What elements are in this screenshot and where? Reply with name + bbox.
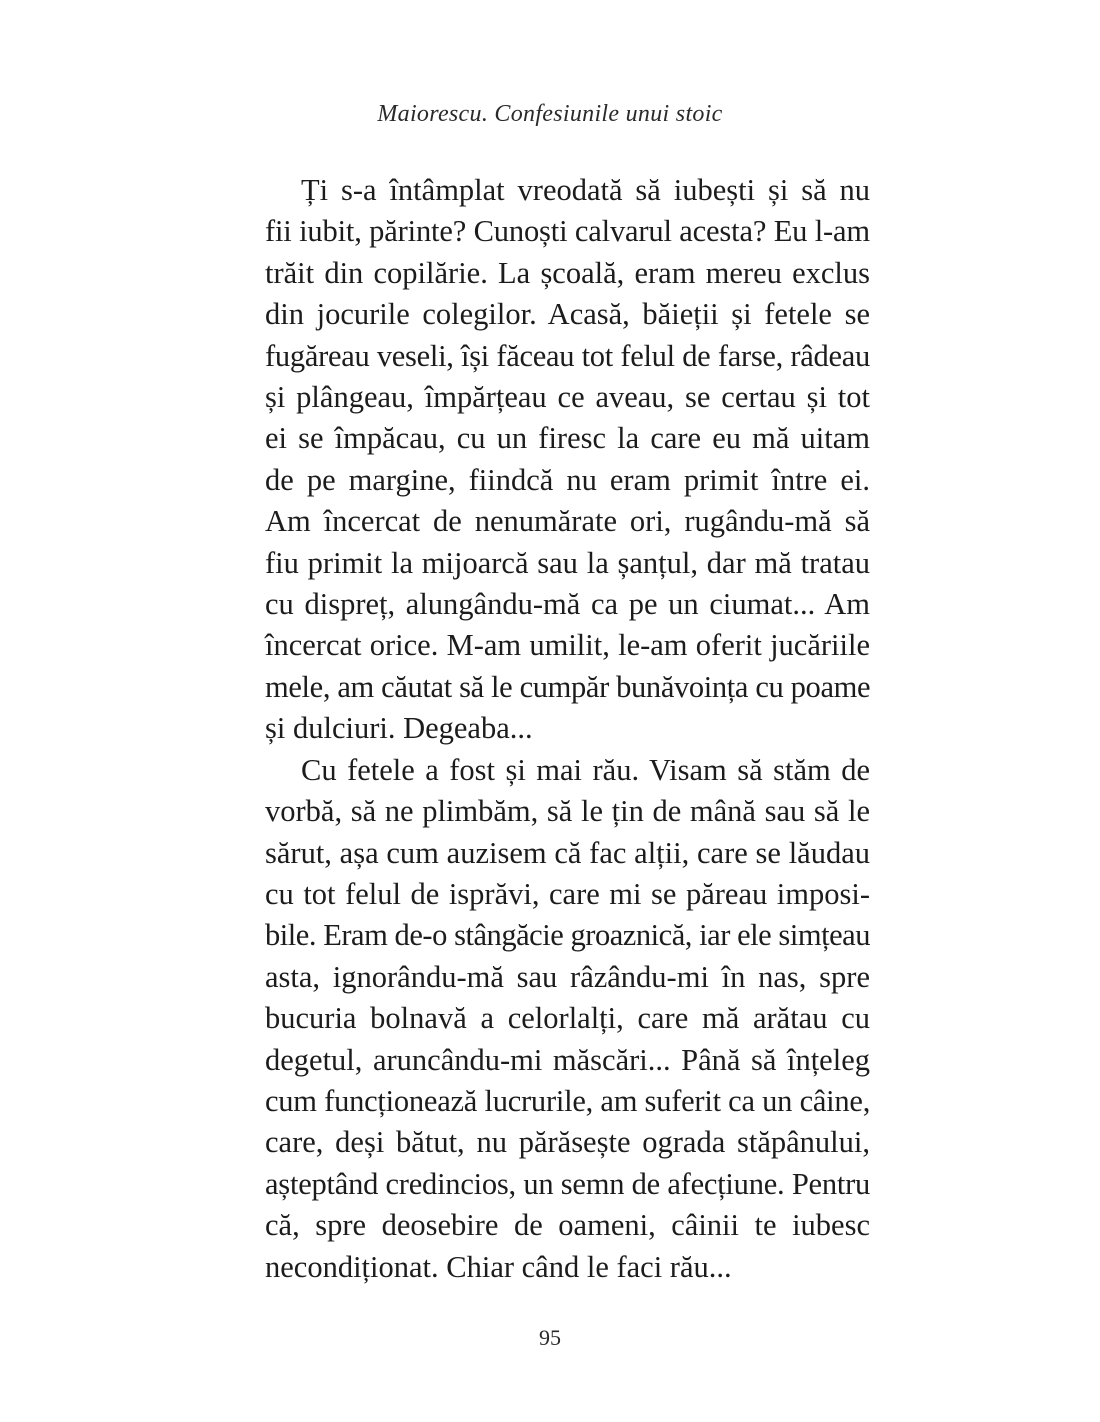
text-line: vorbă, să ne plimbăm, să le țin de mână sau să le (265, 794, 870, 829)
text-line: trăit din copilărie. La școală, eram mereu exclus (265, 255, 870, 290)
text-line: care, deși bătut, nu părăsește ograda stăpânului, (265, 1125, 870, 1160)
text-line: cum funcționează lucrurile, am suferit ca un câine, (265, 1083, 871, 1118)
text-line: fiu primit la mijoarcă sau la șanțul, dar mă tratau (265, 545, 870, 580)
text-line: fii iubit, părinte? Cunoști calvarul acesta? Eu l-am (265, 214, 870, 249)
running-header-title: Maiorescu. Confesiunile unui stoic (377, 101, 723, 127)
text-line: cu tot felul de isprăvi, care mi se păreau imposi- (265, 876, 870, 911)
text-line: ei se împăcau, cu un firesc la care eu mă uitam (265, 421, 870, 456)
text-line: că, spre deosebire de oameni, câinii te iubesc (265, 1208, 870, 1243)
paragraph-2 (229, 750, 870, 1288)
text-line: încercat orice. M-am umilit, le-am oferit jucăriile (265, 628, 870, 663)
text-line: asta, ignorându-mă sau râzându-mi în nas, spre (265, 959, 870, 994)
text-line: din jocurile colegilor. Acasă, băieții și fetele se (265, 297, 870, 332)
text-line: și dulciuri. Degeaba... (265, 711, 533, 746)
text-line: mele, am căutat să le cumpăr bunăvoința cu poame (265, 669, 871, 704)
text-line: Cu fetele a fost și mai rău. Visam să stăm de (301, 752, 870, 787)
text-line: așteptând credincios, un semn de afecțiune. Pentru (265, 1166, 871, 1201)
text-line: bile. Eram de-o stângăcie groaznică, iar ele simțeau (265, 918, 870, 953)
body-text (229, 170, 870, 1288)
text-line: bucuria bolnavă a celorlalți, care mă arătau cu (265, 1001, 870, 1036)
text-line: Ți s-a întâmplat vreodată să iubești și să nu (301, 173, 870, 207)
text-line: și plângeau, împărțeau ce aveau, se certau și tot (265, 380, 870, 415)
page-number: 95 (539, 1325, 561, 1350)
text-line: Am încercat de nenumărate ori, rugându-mă să (265, 504, 870, 539)
text-line: de pe margine, fiindcă nu eram primit între ei. (265, 462, 870, 497)
text-line: fugăreau veseli, își făceau tot felul de farse, râdeau (265, 338, 870, 373)
text-line: necondiționat. Chiar când le faci rău... (265, 1249, 732, 1284)
text-line: cu dispreț, alungându-mă ca pe un ciumat... Am (265, 587, 870, 622)
paragraph-1 (229, 170, 870, 750)
text-line: degetul, aruncându-mi măscări... Până să înțeleg (265, 1042, 870, 1077)
text-line: sărut, așa cum auzisem că fac alții, care se lăudau (265, 835, 870, 870)
